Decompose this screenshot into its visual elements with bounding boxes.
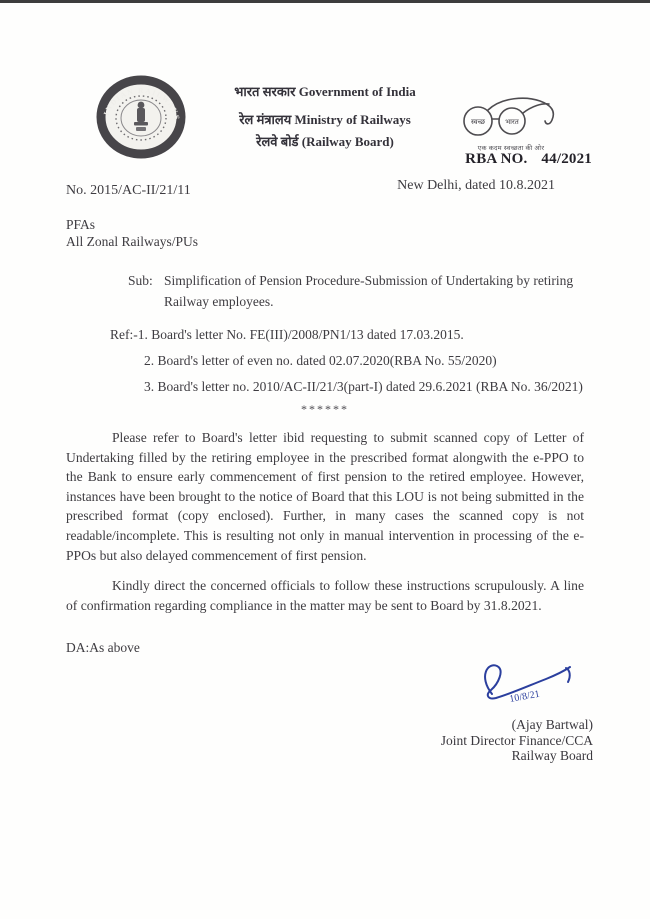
scan-edge-artifact	[0, 0, 650, 3]
swachh-bharat-logo	[452, 94, 570, 152]
emblem-arc-text: INDIAN RAILWAYS	[101, 85, 182, 122]
ministry-of-railways-line: रेल मंत्रालय Ministry of Railways	[239, 112, 411, 127]
reference-label: Ref:-	[110, 327, 138, 342]
references-block	[0, 327, 650, 417]
railway-board-line: रेलवे बोर्ड (Railway Board)	[256, 134, 394, 149]
rba-label: RBA NO.	[465, 151, 528, 167]
signature-date-scribble: 10/8/21	[508, 689, 541, 706]
signature-block	[0, 660, 650, 764]
rba-number	[465, 151, 592, 168]
government-of-india-line: भारत सरकार Government of India	[234, 84, 416, 99]
rba-value: 44/2021	[541, 151, 592, 167]
indian-railways-emblem-icon	[95, 74, 187, 160]
signatory-designation: Joint Director Finance/CCA	[440, 732, 593, 748]
addressee-block	[0, 216, 650, 250]
body-paragraph-1: Please refer to Board's letter ibid requesting to submit scanned copy of Letter of Undertaking filled by the retiring employee in the prescribed format alongwith the e-PPO to the Bank to ensure early commencement of first pension to the retired employee. However, instances have been brought to the notice of Board that this LOU is not being submitted in the prescribed format (copy enclosed). Further, in many cases the scanned copy is not readable/incomplete. This is resulting not only in manual intervention in processing of the e-PPOs but also delayed commencement of first pension.	[66, 430, 584, 563]
signatory-name: (Ajay Bartwal)	[511, 717, 593, 733]
reference-item	[110, 327, 650, 343]
letter-number: No. 2015/AC-II/21/11	[66, 183, 191, 198]
reference-3: 3. Board's letter no. 2010/AC-II/21/3(part-I) dated 29.6.2021 (RBA No. 36/2021)	[144, 379, 583, 394]
reference-2: 2. Board's letter of even no. dated 02.07.2020(RBA No. 55/2020)	[144, 353, 497, 368]
swachh-tagline: एक कदम स्वच्छता की ओर	[477, 145, 545, 152]
separator-asterisks: ******	[301, 402, 349, 416]
subject-label: Sub:	[128, 273, 153, 288]
subject-block	[128, 270, 590, 312]
body-paragraph-2: Kindly direct the concerned officials to follow these instructions scrupulously. A line of confirmation regarding compliance in the matter may be sent to Board by 31.8.2021.	[66, 578, 584, 613]
addressee-line-1: PFAs	[66, 217, 96, 232]
meta-row	[0, 178, 650, 199]
handwritten-signature-icon	[458, 660, 583, 712]
reference-item	[144, 379, 650, 395]
subject-text: Simplification of Pension Procedure-Submission of Undertaking by retiring Railway employees.	[164, 273, 574, 309]
reference-1: 1. Board's letter No. FE(III)/2008/PN1/13 dated 17.03.2015.	[137, 327, 464, 342]
place-and-date: New Delhi, dated 10.8.2021	[397, 178, 555, 193]
signatory-organization: Railway Board	[511, 748, 593, 764]
enclosure-line: DA:As above	[66, 640, 140, 656]
reference-item	[144, 353, 650, 369]
swachh-lens-left-text: स्वच्छ	[470, 118, 486, 126]
addressee-line-2: All Zonal Railways/PUs	[66, 234, 198, 249]
signatory-details	[0, 717, 593, 764]
letterhead-heading	[205, 82, 445, 150]
swachh-bharat-glasses-icon	[452, 94, 570, 140]
swachh-lens-right-text: भारत	[505, 118, 519, 126]
